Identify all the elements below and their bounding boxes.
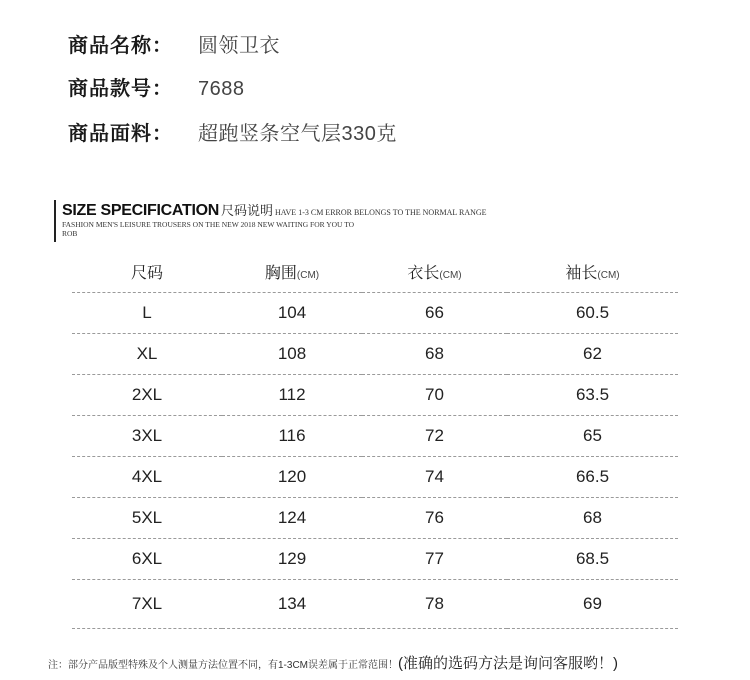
sleeve-cell: 68.5 (507, 539, 678, 580)
chest-cell: 108 (222, 334, 362, 375)
product-fabric-label: 商品面料： (68, 123, 173, 145)
product-name-value: 圆领卫衣 (198, 35, 280, 57)
chest-cell: 120 (222, 457, 362, 498)
length-cell: 72 (362, 416, 507, 457)
sleeve-cell: 60.5 (507, 293, 678, 334)
size-cell: 2XL (72, 375, 222, 416)
size-spec-subline: FASHION MEN'S LEISURE TROUSERS ON THE NEW 2018 NEW WAITING FOR YOU TO ROB (62, 220, 355, 238)
header-size-label: 尺码 (130, 264, 163, 282)
sleeve-cell: 65 (507, 416, 678, 457)
chest-cell: 112 (222, 375, 362, 416)
header-sleeve-label: 袖长 (565, 264, 598, 282)
size-spec-title: SIZE SPECIFICATION (62, 202, 219, 219)
header-chest (222, 250, 362, 293)
size-cell: 6XL (72, 539, 222, 580)
product-sku-value: 7688 (198, 78, 245, 100)
header-chest-unit: (CM) (296, 269, 320, 281)
length-cell: 74 (362, 457, 507, 498)
length-cell: 68 (362, 334, 507, 375)
size-spec-header (54, 200, 487, 242)
table-row (72, 293, 678, 334)
table-row (72, 375, 678, 416)
chest-cell: 124 (222, 498, 362, 539)
header-sleeve-unit: (CM) (597, 269, 620, 281)
header-length-unit: (CM) (439, 269, 462, 281)
size-cell: 5XL (72, 498, 222, 539)
sleeve-cell: 66.5 (507, 457, 678, 498)
sleeve-cell: 68 (507, 498, 678, 539)
length-cell: 76 (362, 498, 507, 539)
size-cell: 7XL (72, 580, 222, 629)
product-sku-row (68, 77, 245, 101)
table-row (72, 498, 678, 539)
footer-note-small: 注：部分产品版型特殊及个人测量方法位置不同，有1-3CM误差属于正常范围！ (48, 660, 399, 671)
size-cell: XL (72, 334, 222, 375)
size-table-header-row (72, 250, 678, 293)
table-row (72, 334, 678, 375)
size-cell: L (72, 293, 222, 334)
header-length-label: 衣长 (407, 264, 440, 282)
chest-cell: 134 (222, 580, 362, 629)
table-row (72, 539, 678, 580)
product-name-label: 商品名称： (68, 35, 173, 57)
footer-note-big: (准确的选码方法是询问客服哟！) (398, 655, 619, 672)
chest-cell: 104 (222, 293, 362, 334)
table-row (72, 416, 678, 457)
size-table (72, 250, 678, 629)
header-sleeve (507, 250, 678, 293)
size-cell: 4XL (72, 457, 222, 498)
table-row (72, 457, 678, 498)
chest-cell: 129 (222, 539, 362, 580)
sleeve-cell: 69 (507, 580, 678, 629)
product-sku-label: 商品款号： (68, 78, 173, 100)
header-size (72, 250, 222, 293)
product-fabric-row (68, 122, 397, 146)
length-cell: 70 (362, 375, 507, 416)
length-cell: 78 (362, 580, 507, 629)
chest-cell: 116 (222, 416, 362, 457)
header-length (362, 250, 507, 293)
length-cell: 77 (362, 539, 507, 580)
size-cell: 3XL (72, 416, 222, 457)
footer-note (48, 652, 618, 673)
product-fabric-value: 超跑竖条空气层330克 (198, 123, 397, 145)
sleeve-cell: 63.5 (507, 375, 678, 416)
size-spec-title-cn: 尺码说明 (220, 203, 273, 218)
size-spec-note: HAVE 1-3 CM ERROR BELONGS TO THE NORMAL RANGE (275, 208, 487, 217)
length-cell: 66 (362, 293, 507, 334)
sleeve-cell: 62 (507, 334, 678, 375)
product-name-row (68, 34, 280, 58)
table-row (72, 580, 678, 629)
header-chest-label: 胸围 (264, 264, 297, 282)
